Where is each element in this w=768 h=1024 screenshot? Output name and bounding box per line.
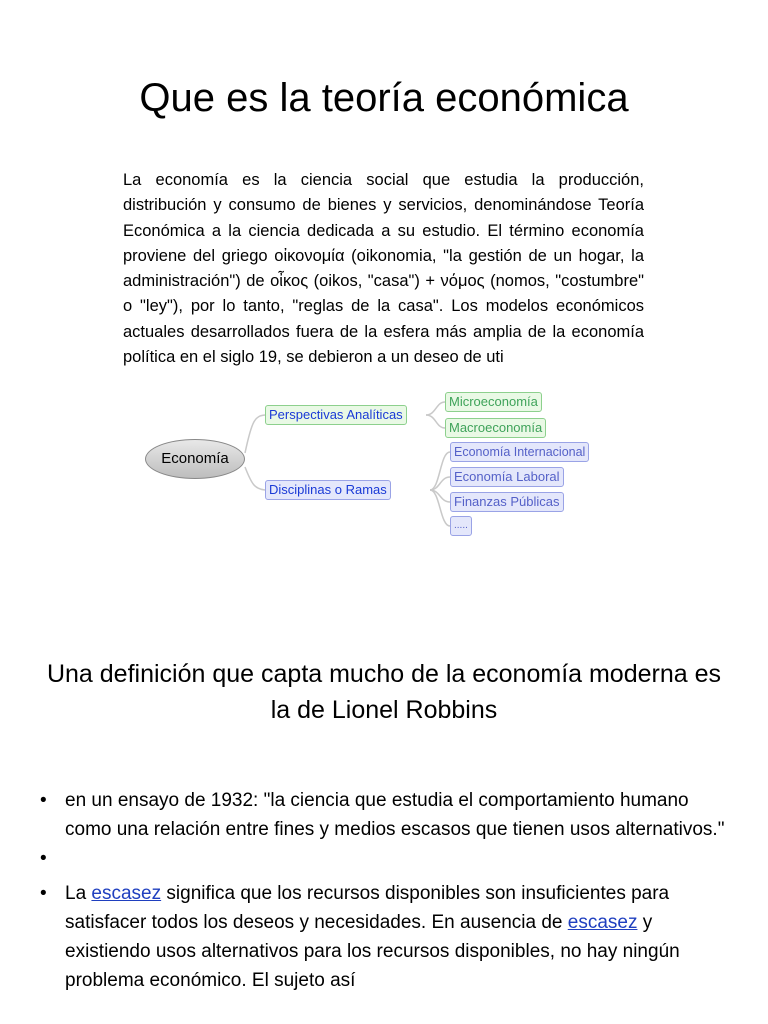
connector-perspectivas-micro	[426, 402, 445, 415]
list-item	[38, 786, 728, 844]
leaf-more: .....	[450, 516, 472, 536]
mind-map-root: Economía	[145, 439, 245, 479]
list-item	[38, 844, 728, 873]
leaf-microeconomia: Microeconomía	[445, 392, 542, 412]
connector-perspectivas-macro	[426, 415, 445, 428]
connector-root-disciplinas	[245, 467, 265, 490]
page-title: Que es la teoría económica	[139, 76, 629, 120]
escasez-link[interactable]: escasez	[91, 883, 162, 904]
bullet-text-part: y existiendo usos alternativos para los recursos disponibles, no hay ningún problema económico. El sujeto así	[65, 912, 680, 991]
list-item	[38, 879, 728, 995]
escasez-link[interactable]: escasez	[567, 912, 638, 933]
intro-paragraph: La economía es la ciencia social que estudia la producción, distribución y consumo de bienes y servicios, denominándose Teoría Económica a la ciencia dedicada a su estudio. El término economía proviene del griego οἰκονομία (oikonomia, "la gestión de un hogar, la administración") de οἶκος (oikos, "casa") + νόμος (nomos, "costumbre" o "ley"), por lo tanto, "reglas de la casa". Los modelos económicos actuales desarrollados fuera de la esfera más amplia de la economía política en el siglo 19, se debieron a un deseo de uti	[123, 171, 644, 367]
leaf-macroeconomia: Macroeconomía	[445, 418, 546, 438]
economics-mind-map	[140, 385, 620, 545]
leaf-finanzas-publicas: Finanzas Públicas	[450, 492, 564, 512]
leaf-economia-internacional: Economía Internacional	[450, 442, 589, 462]
section-title: Una definición que capta mucho de la economía moderna es la de Lionel Robbins	[46, 660, 722, 724]
bullet-text-part: La	[65, 883, 92, 904]
branch-disciplinas: Disciplinas o Ramas	[265, 480, 391, 500]
bullet-marker: •	[40, 883, 47, 904]
branch-perspectivas: Perspectivas Analíticas	[265, 405, 407, 425]
bullet-list	[38, 786, 728, 995]
bullet-marker: •	[40, 790, 47, 811]
bullet-text: en un ensayo de 1932: "la ciencia que estudia el comportamiento humano como una relación entre fines y medios escasos que tienen usos alternativos."	[65, 790, 725, 840]
bullet-text-part: significa que los recursos disponibles son insuficientes para satisfacer todos los deseos y necesidades. En ausencia de	[65, 883, 670, 933]
bullet-marker: •	[40, 848, 47, 869]
connector-root-perspectivas	[245, 415, 265, 453]
leaf-economia-laboral: Economía Laboral	[450, 467, 564, 487]
